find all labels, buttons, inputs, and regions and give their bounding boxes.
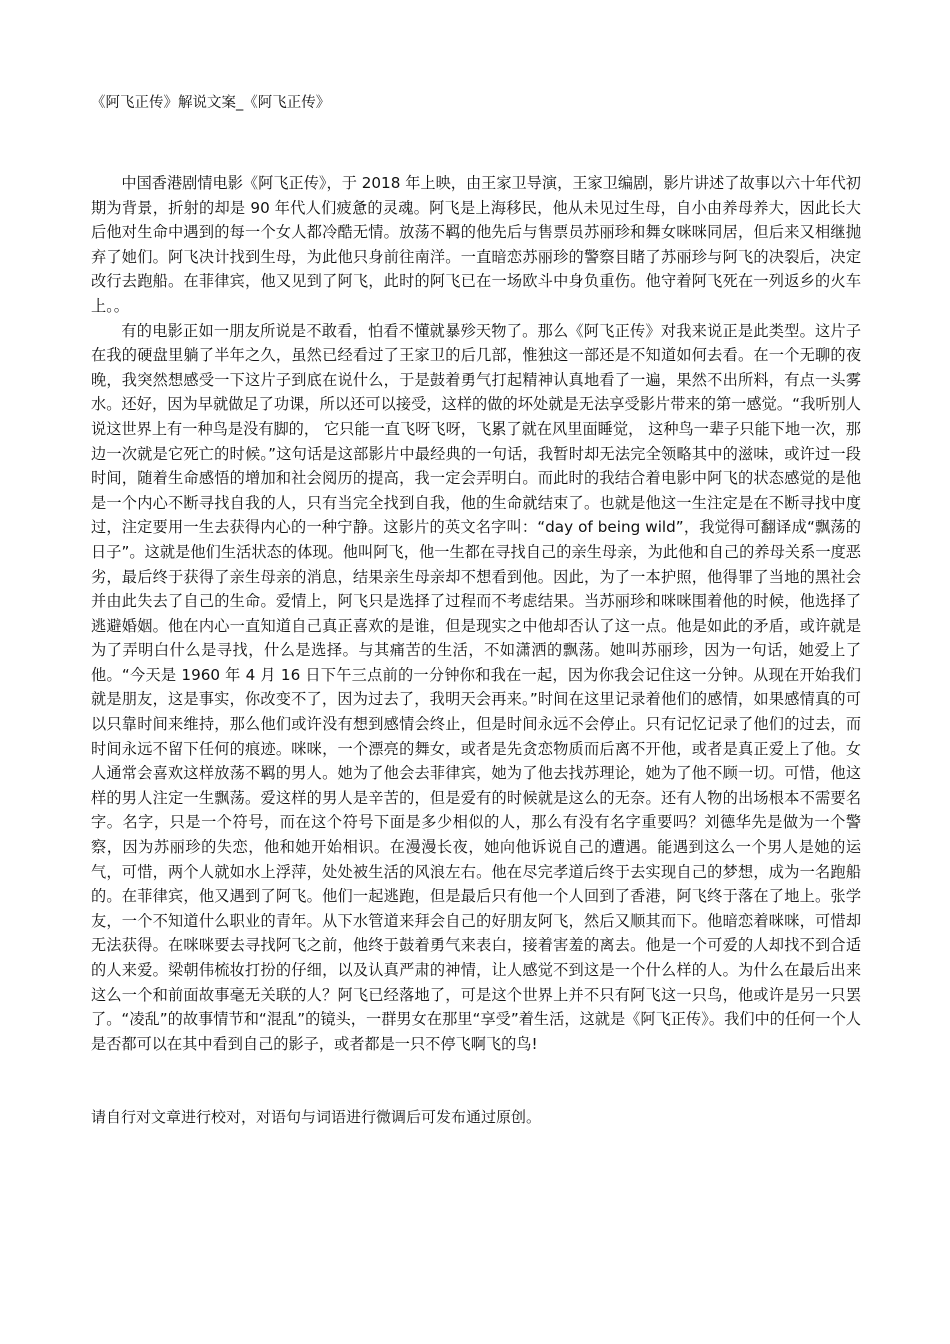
footer-note: 请自行对文章进行校对，对语句与词语进行微调后可发布通过原创。	[91, 1108, 542, 1126]
document-title: 《阿飞正传》解说文案_《阿飞正传》	[91, 95, 331, 111]
document-body	[91, 171, 861, 1056]
paragraph-review: 有的电影正如一朋友所说是不敢看，怕看不懂就暴殄天物了。那么《阿飞正传》对我来说正是此类型。这片子在我的硬盘里躺了半年之久，虽然已经看过了王家卫的后几部，惟独这一部还是不知道如何去看。在一个无聊的夜晚，我突然想感受一下这片子到底在说什么，于是鼓着勇气打起精神认真地看了一遍，果然不出所料，有点一头雾水。还好，因为早就做足了功课，所以还可以接受，这样的做的坏处就是无法享受影片带来的第一感觉。“我听别人说这世界上有一种鸟是没有脚的， 它只能一直飞呀飞呀，飞累了就在风里面睡觉， 这种鸟一辈子只能下地一次，那边一次就是它死亡的时候。”这句话是这部影片中最经典的一句话，我暂时却无法完全领略其中的滋味，或许过一段时间，随着生命感悟的增加和社会阅历的提高，我一定会弄明白。而此时的我结合着电影中阿飞的状态感觉的是他是一个内心不断寻找自我的人，只有当完全找到自我，他的生命就结束了。也就是他这一生注定是在不断寻找中度过，注定要用一生去获得内心的一种宁静。这影片的英文名字叫：“day of being wild”，我觉得可翻译成“飘荡的日子”。这就是他们生活状态的体现。他叫阿飞，他一生都在寻找自己的亲生母亲，为此他和自己的养母关系一度恶劣，最后终于获得了亲生母亲的消息，结果亲生母亲却不想看到他。因此，为了一本护照，他得罪了当地的黑社会并由此失去了自己的生命。爱情上，阿飞只是选择了过程而不考虑结果。当苏丽珍和咪咪围着他的时候，他选择了逃避婚姻。他在内心一直知道自己真正喜欢的是谁，但是现实之中他却否认了这一点。他是如此的矛盾，或许就是为了弄明白什么是寻找，什么是选择。与其痛苦的生活，不如潇洒的飘荡。她叫苏丽珍，因为一句话，她爱上了他。“今天是 1960 年 4 月 16 日下午三点前的一分钟你和我在一起，因为你我会记住这一分钟。从现在开始我们就是朋友，这是事实，你改变不了，因为过去了，我明天会再来。”时间在这里记录着他们的感情，如果感情真的可以只靠时间来维持，那么他们或许没有想到感情会终止，但是时间永远不会停止。只有记忆记录了他们的过去，而时间永远不留下任何的痕迹。咪咪，一个漂亮的舞女，或者是先贪恋物质而后离不开他，或者是真正爱上了他。女人通常会喜欢这样放荡不羁的男人。她为了他会去菲律宾，她为了他去找苏理论，她为了他不顾一切。可惜，他这样的男人注定一生飘荡。爱这样的男人是辛苦的，但是爱有的时候就是这么的无奈。还有人物的出场根本不需要名字。名字，只是一个符号，而在这个符号下面是多少相似的人，那么有没有名字重要吗？刘德华先是做为一个警察，因为苏丽珍的失恋，他和她开始相识。在漫漫长夜，她向他诉说自己的遭遇。能遇到这么一个男人是她的运气，可惜，两个人就如水上浮萍，处处被生活的风浪左右。他在尽完孝道后终于去实现自己的梦想，成为一名跑船的。在菲律宾，他又遇到了阿飞。他们一起逃跑，但是最后只有他一个人回到了香港，阿飞终于落在了地上。张学友，一个不知道什么职业的青年。从下水管道来拜会自己的好朋友阿飞，然后又顺其而下。他暗恋着咪咪，可惜却无法获得。在咪咪要去寻找阿飞之前，他终于鼓着勇气来表白，接着害羞的离去。他是一个可爱的人却找不到合适的人来爱。梁朝伟梳妆打扮的仔细，以及认真严肃的神情，让人感觉不到这是一个什么样的人。为什么在最后出来这么一个和前面故事毫无关联的人？阿飞已经落地了，可是这个世界上并不只有阿飞这一只鸟，他或许是另一只罢了。“凌乱”的故事情节和“混乱”的镜头，一群男女在那里“享受”着生活，这就是《阿飞正传》。我们中的任何一个人是否都可以在其中看到自己的影子，或者都是一只不停飞啊飞的鸟!	[91, 321, 861, 1053]
paragraph-synopsis: 中国香港剧情电影《阿飞正传》，于 2018 年上映，由王家卫导演，王家卫编剧，影片讲述了故事以六十年代初期为背景，折射的却是 90 年代人们疲惫的灵魂。阿飞是上海移民，他从未见过生母，自小由养母养大，因此长大后他对生命中遇到的每一个女人都冷酷无情。放荡不羁的他先后与售票员苏丽珍和舞女咪咪同居，但后来又相继抛弃了她们。阿飞决计找到生母，为此他只身前往南洋。一直暗恋苏丽珍的警察目睹了苏丽珍与阿飞的决裂后，决定改行去跑船。在菲律宾，他又见到了阿飞，此时的阿飞已在一场欧斗中身负重伤。他守着阿飞死在一列返乡的火车上。。	[91, 174, 861, 315]
